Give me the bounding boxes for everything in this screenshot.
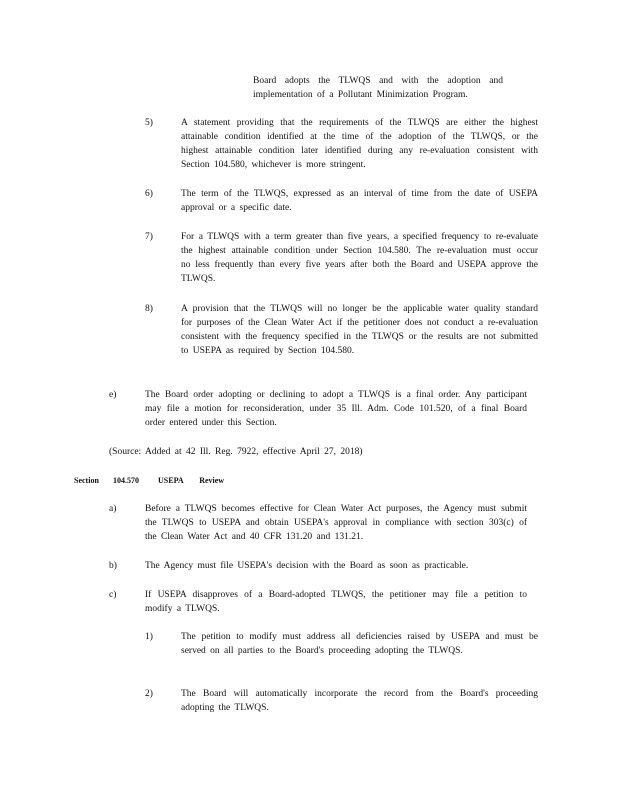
- item-number: 6): [145, 189, 153, 199]
- item-number: 2): [145, 689, 153, 699]
- item-number: 5): [145, 118, 153, 128]
- section-title: USEPA Review: [158, 476, 225, 485]
- item-number: 8): [145, 304, 153, 314]
- item-text: For a TLWQS with a term greater than five years, a specified frequency to re-evaluate the highest attainable condition under Section 104.580. The re-evaluation must occur no less frequently than every five years after both the Board and USEPA approve the TLWQS.: [181, 232, 538, 284]
- section-number: 104.570: [113, 476, 139, 485]
- item-text: The petition to modify must address all deficiencies raised by USEPA and must be served on all parties to the Board's proceeding adopting the TLWQS.: [181, 632, 538, 656]
- item-number: c): [109, 590, 117, 600]
- item-number: b): [109, 561, 117, 571]
- item-number: e): [109, 390, 117, 400]
- item-text: A statement providing that the requirements of the TLWQS are either the highest attainable condition identified at the time of the adoption of the TLWQS, or the highest attainable condition later identified during any re-evaluation consistent with Section 104.580, whichever is more stringent.: [181, 118, 538, 170]
- item-text: The term of the TLWQS, expressed as an interval of time from the date of USEPA approval or a specific date.: [181, 189, 538, 213]
- item-text: The Agency must file USEPA's decision with the Board as soon as practicable.: [145, 561, 469, 571]
- item-text: If USEPA disapproves of a Board-adopted TLWQS, the petitioner may file a petition to modify a TLWQS.: [145, 590, 527, 614]
- item-number: 1): [145, 632, 153, 642]
- item-number: a): [109, 504, 117, 514]
- item-text: Before a TLWQS becomes effective for Clean Water Act purposes, the Agency must submit the TLWQS to USEPA and obtain USEPA's approval in compliance with section 303(c) of the Clean Water Act and 40 CFR 131.20 and 131.21.: [145, 504, 527, 542]
- source-note: (Source: Added at 42 Ill. Reg. 7922, effective April 27, 2018): [109, 447, 363, 457]
- continued-paragraph: Board adopts the TLWQS and with the adoption and implementation of a Pollutant Minimization Program.: [253, 76, 503, 100]
- item-text: The Board will automatically incorporate the record from the Board's proceeding adopting the TLWQS.: [181, 689, 538, 713]
- item-number: 7): [145, 232, 153, 242]
- section-label: Section: [74, 476, 99, 485]
- item-text: The Board order adopting or declining to adopt a TLWQS is a final order. Any participant may file a motion for reconsideration, under 35 Ill. Adm. Code 101.520, of a final Board order entered under this Section.: [145, 390, 527, 428]
- item-text: A provision that the TLWQS will no longer be the applicable water quality standard for purposes of the Clean Water Act if the petitioner does not conduct a re-evaluation consistent with the frequency specified in the TLWQS or the results are not submitted to USEPA as required by Section 104.580.: [181, 304, 538, 356]
